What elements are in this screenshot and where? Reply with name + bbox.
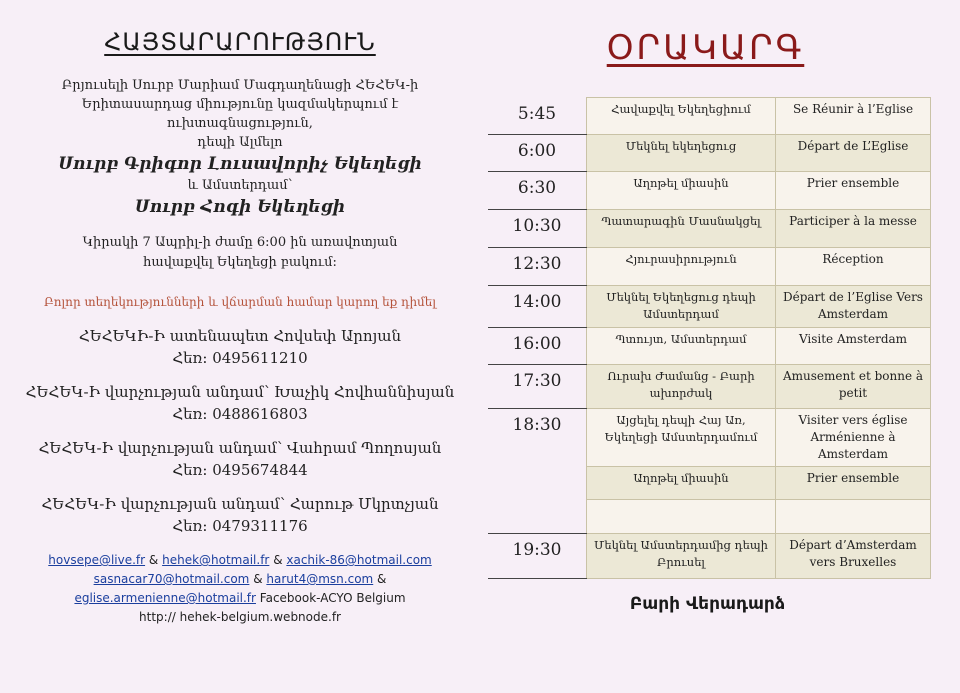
schedule-time: 10:30	[488, 210, 587, 248]
ampersand: &	[273, 553, 283, 567]
schedule-french: Participer à la messe	[776, 210, 931, 248]
contact-block	[20, 437, 460, 481]
facebook-text: Facebook-ACYO Belgium	[259, 591, 406, 605]
contact-name: ՀԵՀԵԿ-Ի վարչության անդամ՝ Խաչիկ Հովհաննիսյան	[25, 383, 455, 401]
schedule-time	[488, 500, 587, 534]
contact-block	[20, 493, 460, 537]
schedule-french: Prier ensemble	[776, 172, 931, 210]
contact-block	[20, 381, 460, 425]
and-line: և Ամստերդամ՝	[187, 178, 293, 193]
schedule-french: Réception	[776, 248, 931, 286]
email-link[interactable]: harut4@msn.com	[266, 572, 374, 586]
schedule-armenian	[587, 500, 776, 534]
schedule-time	[488, 467, 587, 500]
farewell-footer: Բարի Վերադարձ	[629, 594, 786, 614]
schedule-armenian: Պտույտ, Ամստերդամ	[587, 328, 776, 365]
schedule-french: Départ de l’Eglise Vers Amsterdam	[776, 286, 931, 328]
schedule-row	[488, 286, 931, 328]
intro-line-1: Բրյուսելի Սուրբ Մարիամ Մագդաղենացի ՀԵՀԵԿ-ի	[61, 78, 419, 93]
church-name-1: Սուրբ Գրիգոր Լուսավորիչ Եկեղեցի	[58, 154, 422, 174]
schedule-row	[488, 98, 931, 135]
info-line: Բոլոր տեղեկությունների և վճարման համար կարող եք դիմել	[44, 295, 436, 309]
schedule-french: Visiter vers église Arménienne à Amsterdam	[776, 409, 931, 467]
schedule-time: 6:00	[488, 135, 587, 172]
email-link[interactable]: sasnacar70@hotmail.com	[93, 572, 250, 586]
email-link[interactable]: hovsepe@live.fr	[48, 553, 146, 567]
website-line	[20, 608, 460, 627]
schedule-time: 14:00	[488, 286, 587, 328]
schedule-time: 6:30	[488, 172, 587, 210]
email-line-3	[20, 589, 460, 608]
schedule-time: 16:00	[488, 328, 587, 365]
schedule-french: Départ de L’Eglise	[776, 135, 931, 172]
schedule-time: 18:30	[512, 415, 562, 435]
email-link[interactable]: hehek@hotmail.fr	[162, 553, 270, 567]
intro-line-3: դեպի Ալմելո	[197, 135, 283, 150]
schedule-row	[488, 534, 931, 579]
schedule-french: Prier ensemble	[776, 467, 931, 500]
schedule-time: 19:30	[488, 534, 587, 579]
schedule-row	[488, 409, 931, 467]
emails-block	[20, 551, 460, 627]
contact-name: ՀԵՀԵԿ-Ի վարչության անդամ՝ Հարութ Մկրտչյան	[41, 495, 439, 513]
email-line-1	[20, 551, 460, 570]
announcement-column	[20, 28, 460, 627]
email-link[interactable]: xachik-86@hotmail.com	[286, 553, 432, 567]
schedule-armenian: Պատարագին Մասնակցել	[587, 210, 776, 248]
schedule-armenian: Մեկնել Եկեղեցուց դեպի Ամստերդամ	[587, 286, 776, 328]
email-line-2	[20, 570, 460, 589]
contact-phone: Հեռ: 0495611210	[172, 349, 308, 367]
contact-block	[20, 325, 460, 369]
schedule-time: 5:45	[488, 98, 587, 135]
schedule-row	[488, 210, 931, 248]
church-name-2: Սուրբ Հոգի Եկեղեցի	[134, 197, 346, 217]
schedule-row	[488, 467, 931, 500]
schedule-time: 12:30	[488, 248, 587, 286]
contact-phone: Հեռ: 0495674844	[172, 461, 308, 479]
schedule-armenian: Մեկնել եկեղեցուց	[587, 135, 776, 172]
schedule-french: Se Réunir à l’Eglise	[776, 98, 931, 135]
schedule-table	[488, 97, 931, 579]
schedule-armenian: Աղոթել միասին	[587, 467, 776, 500]
ampersand: &	[253, 572, 263, 586]
contact-phone: Հեռ: 0479311176	[172, 517, 308, 535]
email-link[interactable]: eglise.armenienne@hotmail.fr	[74, 591, 256, 605]
date-line-2: հավաքվել Եկեղեցի բակում:	[143, 255, 337, 270]
ampersand: &	[148, 553, 159, 567]
intro-line-2: Երիտասարդաց միությունը կազմակերպում է ուխտագնացություն,	[81, 97, 399, 131]
schedule-armenian: Հյուրասիրություն	[587, 248, 776, 286]
schedule-armenian: Հավաքվել Եկեղեցիում	[587, 98, 776, 135]
ampersand: &	[377, 572, 387, 586]
contact-phone: Հեռ: 0488616803	[172, 405, 308, 423]
schedule-french: Visite Amsterdam	[776, 328, 931, 365]
schedule-time: 17:30	[488, 365, 587, 409]
schedule-row	[488, 500, 931, 534]
schedule-armenian: Մեկնել Ամստերդամից դեպի Բրուսել	[587, 534, 776, 579]
schedule-french: Départ d’Amsterdam vers Bruxelles	[776, 534, 931, 579]
schedule-french: Amusement et bonne à petit	[776, 365, 931, 409]
schedule-row	[488, 172, 931, 210]
date-line-1: Կիրակի 7 Ապրիլ-ի ժամը 6:00 ին առավոտյան	[82, 235, 398, 250]
contact-name: ՀԵՀԵԿ-Ի վարչության անդամ՝ Վահրամ Պողոսյան	[38, 439, 442, 457]
schedule-armenian: Ուրախ Ժամանց - Բարի ախորժակ	[587, 365, 776, 409]
schedule-row	[488, 135, 931, 172]
schedule-row	[488, 328, 931, 365]
schedule-row	[488, 248, 931, 286]
schedule-row	[488, 365, 931, 409]
schedule-title: ՕՐԱԿԱՐԳ	[606, 28, 805, 68]
contact-name: ՀԵՀԵԿԻ-Ի ատենապետ Հովսեփ Արոյան	[78, 327, 402, 345]
schedule-armenian: Այցելել դեպի Հայ Առ, Եկեղեցի Ամստերդամում	[587, 409, 776, 467]
schedule-french	[776, 500, 931, 534]
website-text: http:// hehek-belgium.webnode.fr	[139, 610, 341, 624]
schedule-armenian: Աղոթել միասին	[587, 172, 776, 210]
announcement-title: ՀԱՅՏԱՐԱՐՈՒԹՅՈՒՆ	[104, 28, 376, 56]
